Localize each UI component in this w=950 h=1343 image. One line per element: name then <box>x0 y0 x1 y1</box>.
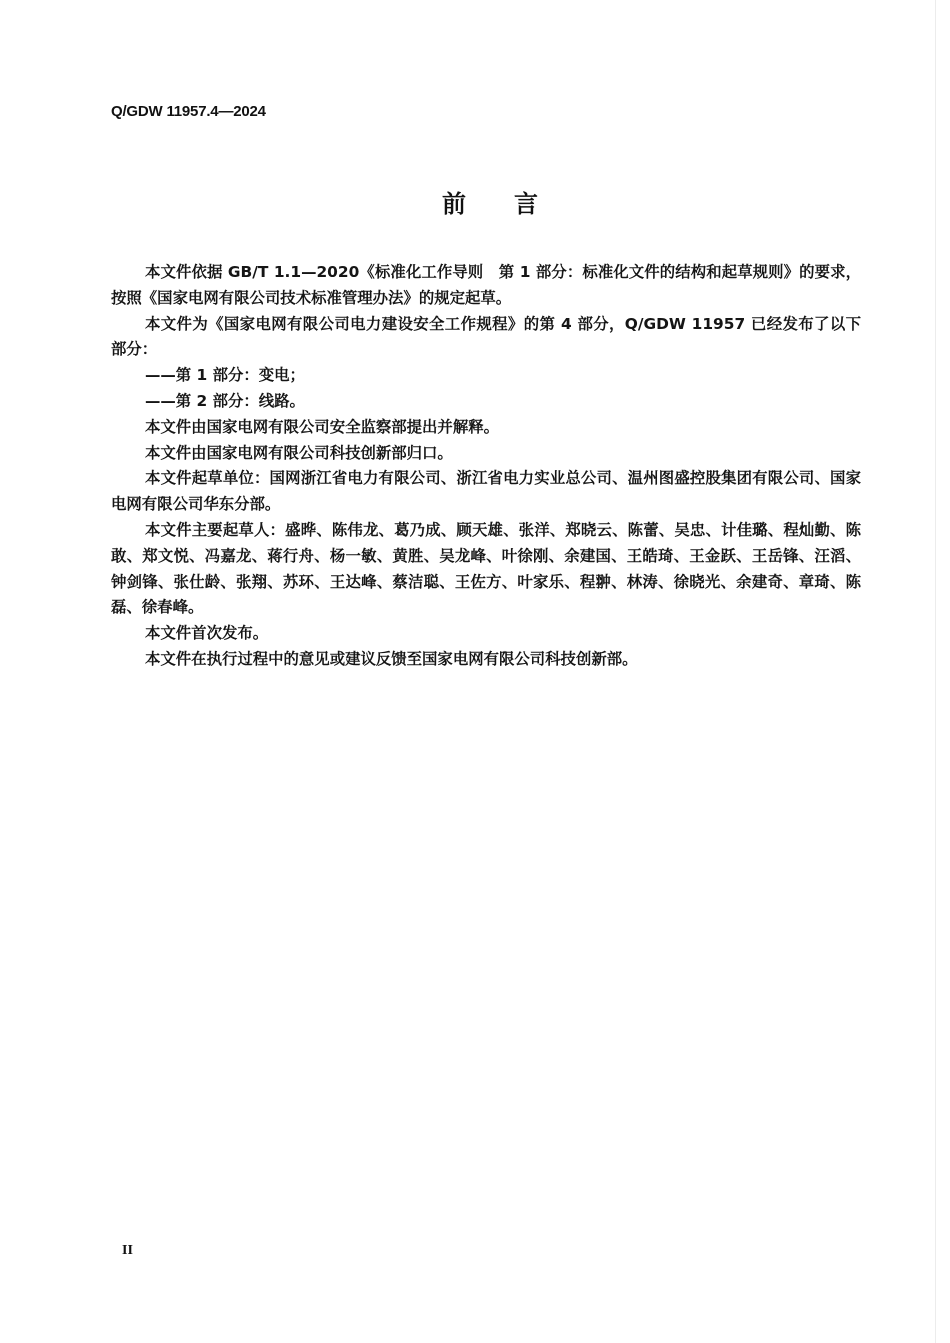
foreword-body <box>111 260 861 673</box>
title-char-2: 言 <box>514 190 538 218</box>
page-number: II <box>122 1243 133 1258</box>
paragraph-drafting-units: 本文件起草单位：国网浙江省电力有限公司、浙江省电力实业总公司、温州图盛控股集团有限公司、国家电网有限公司华东分部。 <box>111 469 861 514</box>
paragraph-feedback: 本文件在执行过程中的意见或建议反馈至国家电网有限公司科技创新部。 <box>145 649 638 668</box>
paragraph-basis: 本文件依据 GB/T 1.1—2020《标准化工作导则 第 1 部分：标准化文件的结构和起草规则》的要求，按照《国家电网有限公司技术标准管理办法》的规定起草。 <box>111 263 861 307</box>
title-char-1: 前 <box>442 190 466 218</box>
paragraph-part-statement: 本文件为《国家电网有限公司电力建设安全工作规程》的第 4 部分，Q/GDW 11957 已经发布了以下部分： <box>111 314 861 359</box>
paragraph-administrator: 本文件由国家电网有限公司科技创新部归口。 <box>145 443 453 462</box>
section-title <box>0 184 950 219</box>
paragraph-drafters: 本文件主要起草人：盛晔、陈伟龙、葛乃成、顾天雄、张洋、郑晓云、陈蕾、吴忠、计佳璐、程灿勤、陈敢、郑文悦、冯嘉龙、蒋行舟、杨一敏、黄胜、吴龙峰、叶徐刚、余建国、王皓琦、王金跃、王岳锋、汪滔、钟剑锋、张仕龄、张翔、苏环、王达峰、蔡洁聪、王佐方、叶家乐、程翀、林涛、徐晓光、余建奇、章琦、陈磊、徐春峰。 <box>111 520 861 617</box>
paragraph-proposer: 本文件由国家电网有限公司安全监察部提出并解释。 <box>145 417 499 436</box>
list-item-part-1: ——第 1 部分：变电； <box>145 366 305 385</box>
document-code: Q/GDW 11957.4—2024 <box>111 103 266 120</box>
list-item-part-2: ——第 2 部分：线路。 <box>145 391 305 410</box>
paragraph-first-release: 本文件首次发布。 <box>145 624 269 643</box>
